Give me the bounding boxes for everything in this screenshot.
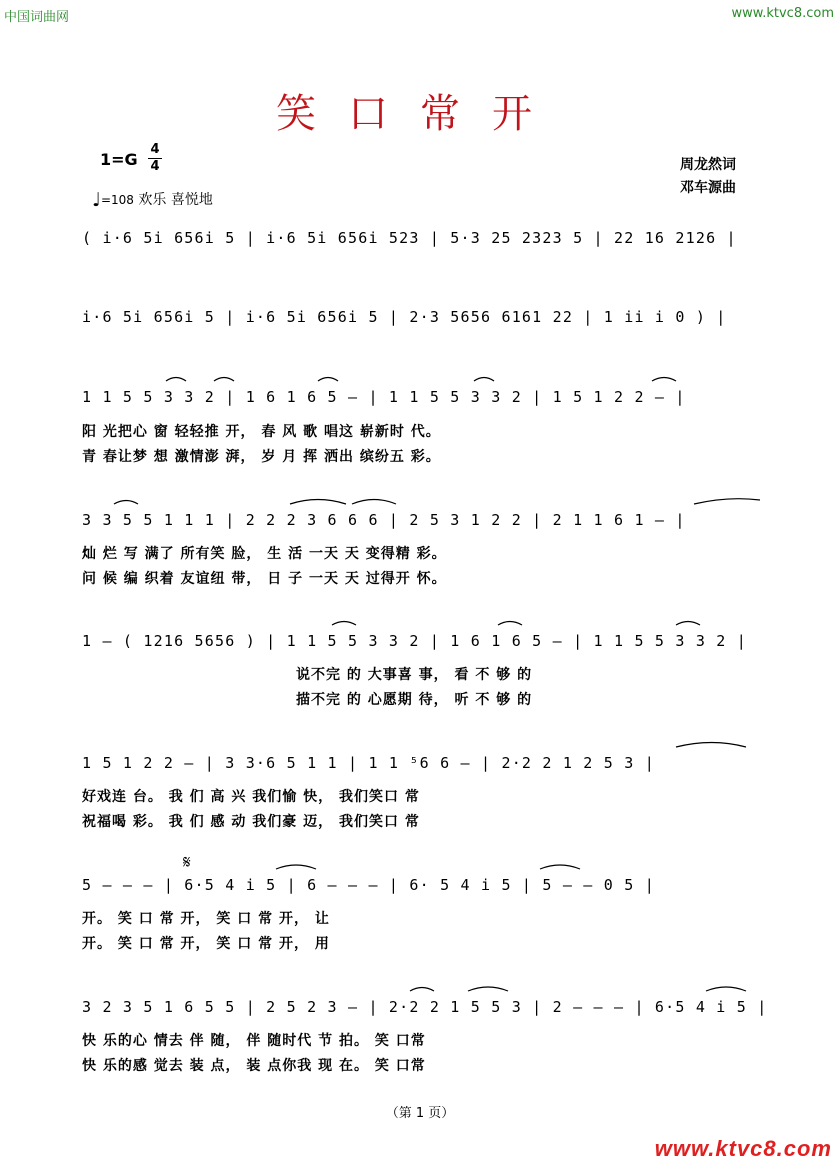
meter-bottom: 4 xyxy=(150,159,160,174)
lyric-line-8-verse-2: 快 乐的感 觉去 装 点， 装 点你我 现 在。 笑 口常 xyxy=(82,1058,426,1074)
slur-3 xyxy=(318,378,338,382)
tempo-bpm: =108 xyxy=(100,193,134,207)
slur-15 xyxy=(540,865,580,869)
slur-11 xyxy=(498,622,522,626)
segno-icon: 𝄋 xyxy=(183,852,191,873)
notation-line-1: ( i·6 5i 656i 5 | i·6 5i 656i 523 | 5·3 25 2323 5 | 22 16 2126 | xyxy=(82,229,737,247)
lyric-line-8-verse-1: 快 乐的心 情去 伴 随， 伴 随时代 节 拍。 笑 口常 xyxy=(82,1033,426,1049)
slur-12 xyxy=(676,622,700,626)
slur-9 xyxy=(694,499,760,504)
slur-13 xyxy=(676,743,746,748)
composer: 邓车源曲 xyxy=(680,180,736,196)
lyric-line-7-verse-2: 开。 笑 口 常 开， 笑 口 常 开， 用 xyxy=(82,936,330,952)
lyric-line-5-verse-1: 说不完 的 大事喜 事， 看 不 够 的 xyxy=(296,667,533,683)
key-signature: 1=G xyxy=(100,150,138,169)
site-logo[interactable]: www.ktvc8.com xyxy=(654,1136,832,1161)
slur-7 xyxy=(290,500,346,505)
notation-line-4: 3 3 5 5 1 1 1 | 2 2 2 3 6 6 6 | 2 5 3 1 2 2 | 2 1 1 6 1 – | xyxy=(82,511,686,529)
notation-line-3: 1 1 5 5 3 3 2 | 1 6 1 6 5 – | 1 1 5 5 3 3 2 | 1 5 1 2 2 – | xyxy=(82,388,686,406)
meter-top: 4 xyxy=(150,142,160,157)
slur-18 xyxy=(706,987,746,991)
slur-16 xyxy=(410,988,434,992)
lyric-line-3-verse-1: 阳 光把心 窗 轻轻推 开， 春 风 歌 唱这 崭新时 代。 xyxy=(82,424,441,440)
slur-10 xyxy=(332,622,356,626)
notation-line-5: 1 – ( 1216 5656 ) | 1 1 5 5 3 3 2 | 1 6 1 6 5 – | 1 1 5 5 3 3 2 | xyxy=(82,632,747,650)
lyric-line-6-verse-2: 祝福喝 彩。 我 们 感 动 我们豪 迈， 我们笑口 常 xyxy=(82,814,420,830)
lyric-line-4-verse-1: 灿 烂 写 满了 所有笑 脸， 生 活 一天 天 变得精 彩。 xyxy=(82,546,447,562)
lyric-line-7-verse-1: 开。 笑 口 常 开， 笑 口 常 开， 让 xyxy=(82,911,330,927)
song-title: 笑口常开 xyxy=(276,91,564,137)
slur-5 xyxy=(652,378,676,382)
slur-14 xyxy=(276,865,316,869)
lyric-line-3-verse-2: 青 春让梦 想 激情澎 湃， 岁 月 挥 洒出 缤纷五 彩。 xyxy=(82,449,441,465)
slur-6 xyxy=(114,501,138,505)
watermark-site-name[interactable]: 中国词曲网 xyxy=(4,10,70,25)
watermark-site-url[interactable]: www.ktvc8.com xyxy=(731,6,834,21)
slur-8 xyxy=(352,500,396,505)
slur-1 xyxy=(166,378,186,382)
notation-line-7: 5 – – – | 6·5 4 i 5 | 6 – – – | 6· 5 4 i 5 | 5 – – 0 5 | xyxy=(82,876,655,894)
slur-2 xyxy=(214,378,234,382)
lyric-line-4-verse-2: 问 候 编 织着 友谊纽 带， 日 子 一天 天 过得开 怀。 xyxy=(82,571,447,587)
tempo-text: 欢乐 喜悦地 xyxy=(138,192,213,208)
quarter-note-icon: ♩ xyxy=(92,189,101,211)
slur-4 xyxy=(474,378,494,382)
lyricist: 周龙然词 xyxy=(680,157,736,173)
page-footer: （第 1 页） xyxy=(385,1106,455,1121)
notation-line-6: 1 5 1 2 2 – | 3 3·6 5 1 1 | 1 1 ⁵6 6 – | 2·2 2 1 2 5 3 | xyxy=(82,754,655,772)
slur-17 xyxy=(468,987,508,991)
lyric-line-5-verse-2: 描不完 的 心愿期 待， 听 不 够 的 xyxy=(296,692,533,708)
lyric-line-6-verse-1: 好戏连 台。 我 们 高 兴 我们愉 快， 我们笑口 常 xyxy=(82,789,420,805)
notation-line-2: i·6 5i 656i 5 | i·6 5i 656i 5 | 2·3 5656 6161 22 | 1 ii i 0 ) | xyxy=(82,308,727,326)
notation-line-8: 3 2 3 5 1 6 5 5 | 2 5 2 3 – | 2·2 2 1 5 5 3 | 2 – – – | 6·5 4 i 5 | xyxy=(82,998,768,1016)
